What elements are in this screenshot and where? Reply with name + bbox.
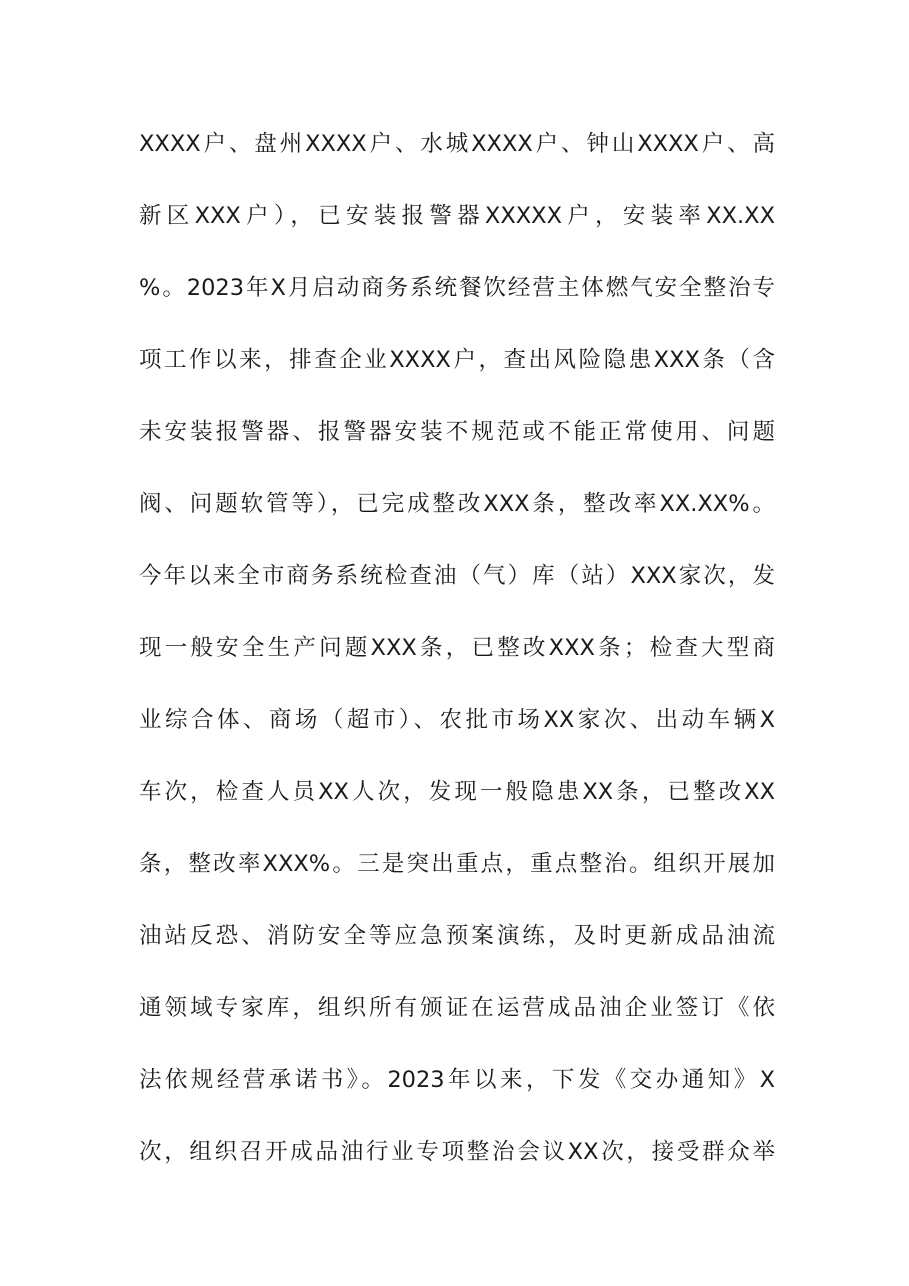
text-line: 法依规经营承诺书》。2023年以来，下发《交办通知》X <box>139 1067 775 1093</box>
text-line: 项工作以来，排查企业XXXX户，查出风险隐患XXX条（含 <box>139 347 775 373</box>
text-line: 业综合体、商场（超市）、农批市场XX家次、出动车辆X <box>139 707 775 733</box>
text-line: 阀、问题软管等），已完成整改XXX条，整改率XX.XX%。 <box>139 491 775 517</box>
text-line: %。2023年X月启动商务系统餐饮经营主体燃气安全整治专 <box>139 275 775 301</box>
text-line: XXXX户、盘州XXXX户、水城XXXX户、钟山XXXX户、高 <box>139 131 775 157</box>
text-line: 条，整改率XXX%。三是突出重点，重点整治。组织开展加 <box>139 851 775 877</box>
text-line: 次，组织召开成品油行业专项整治会议XX次，接受群众举 <box>139 1139 775 1165</box>
text-line: 通领域专家库，组织所有颁证在运营成品油企业签订《依 <box>139 995 775 1021</box>
text-line: 车次，检查人员XX人次，发现一般隐患XX条，已整改XX <box>139 779 775 805</box>
text-line: 新区XXX户），已安装报警器XXXXX户，安装率XX.XX <box>139 203 775 229</box>
text-line: 现一般安全生产问题XXX条，已整改XXX条；检查大型商 <box>139 635 775 661</box>
text-line: 油站反恐、消防安全等应急预案演练，及时更新成品油流 <box>139 923 775 949</box>
body-text <box>139 118 775 1198</box>
text-line: 今年以来全市商务系统检查油（气）库（站）XXX家次，发 <box>139 563 775 589</box>
text-line: 未安装报警器、报警器安装不规范或不能正常使用、问题 <box>139 419 775 445</box>
